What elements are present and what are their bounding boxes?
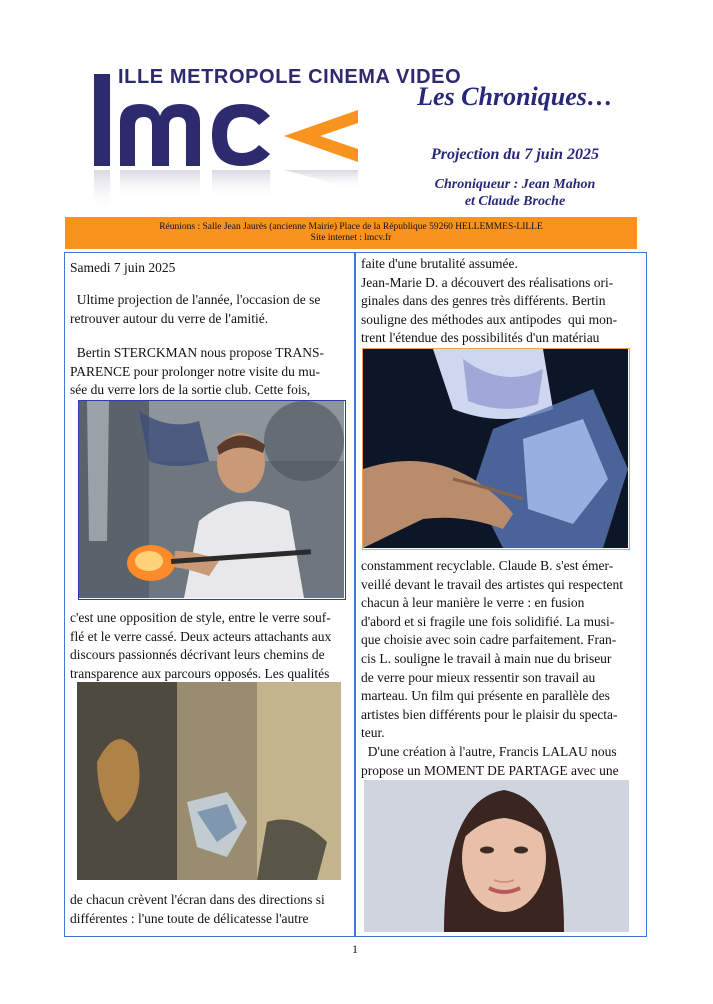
text-line: teur. [361,725,385,741]
banner-address: Réunions : Salle Jean Jaurès (ancienne Mairie) Place de la République 59260 HELLEMMES-LILLE [159,222,543,232]
text-line: Bertin STERCKMAN nous propose TRANS- [70,345,325,360]
photo-glassblower [78,400,346,600]
text-line: de chacun crèvent l'écran dans des directions si [70,892,325,907]
paragraph-style [70,609,352,683]
text-line: cis L. souligne le travail à main nue du briseur [361,650,612,666]
text-line: sée du verre lors de la sortie club. Cette fois, [70,382,311,398]
photo-portrait [364,780,629,932]
lmcv-logo [88,70,378,225]
page-number: 1 [352,942,358,956]
projection-date: Projection du 7 juin 2025 [430,146,600,163]
text-line: constamment recyclable. Claude B. s'est émer- [361,558,614,573]
text-line: flé et le verre cassé. Deux acteurs attachants aux [70,628,332,644]
text-line: trent l'étendue des possibilités d'un matériau [361,330,600,346]
column-divider [354,253,356,936]
text-line: marteau. Un film qui présente en parallèle des [361,688,610,704]
text-line: transparence aux parcours opposés. Les qualités [70,665,330,681]
text-line: chacun à leur manière le verre : en fusion [361,595,585,611]
banner-website: Site internet : lmcv.fr [310,233,392,243]
paragraph-partage [361,743,643,780]
chroniqueur-line-1: Chroniqueur : Jean Mahon [434,177,596,192]
text-line: souligne des méthodes aux antipodes qui mon- [361,311,618,327]
text-line: PARENCE pour prolonger notre visite du mu- [70,363,320,379]
text-line: différentes : l'une toute de délicatesse l'autre [70,910,309,926]
text-line: c'est une opposition de style, entre le verre souf- [70,610,331,625]
article-date: Samedi 7 juin 2025 [70,260,176,275]
text-line: D'une création à l'autre, Francis LALAU nous [361,744,617,759]
paragraph-recyclable [361,557,643,743]
text-line: faite d'une brutalité assumée. [361,256,518,271]
photo-hand-glass [362,348,630,550]
text-line: ginales dans des genres très différents. Bertin [361,293,606,309]
paragraph-brutalite [361,255,643,348]
text-line: artistes bien différents pour le plaisir du specta- [361,706,618,722]
page-title: Les Chroniques… [417,82,613,111]
photo-broken-glass [77,682,341,880]
text-line: retrouver autour du verre de l'amitié. [70,310,269,326]
paragraph-transparence [70,344,352,400]
text-line: de verre pour mieux ressentir son travail au [361,669,596,685]
chroniqueur [390,176,640,210]
text-line: que choisie avec soin cadre parfaitement. Fran- [361,632,617,648]
text-line: discours passionnés décrivant leurs chemins de [70,647,325,663]
paragraph-chacun [70,891,352,928]
chroniqueur-line-2: et Claude Broche [464,194,566,209]
info-banner [65,217,637,249]
text-line: Ultime projection de l'année, l'occasion de se [70,292,321,307]
text-line: Jean-Marie D. a découvert des réalisations ori- [361,274,614,290]
paragraph-intro [70,291,352,328]
text-line: veillé devant le travail des artistes qui respectent [361,576,624,592]
logo-tagline: ILLE METROPOLE CINEMA VIDEO [118,66,462,88]
text-line: propose un MOMENT DE PARTAGE avec une [361,762,619,778]
text-line: d'abord et si fragile une fois solidifié. La musi- [361,613,615,629]
